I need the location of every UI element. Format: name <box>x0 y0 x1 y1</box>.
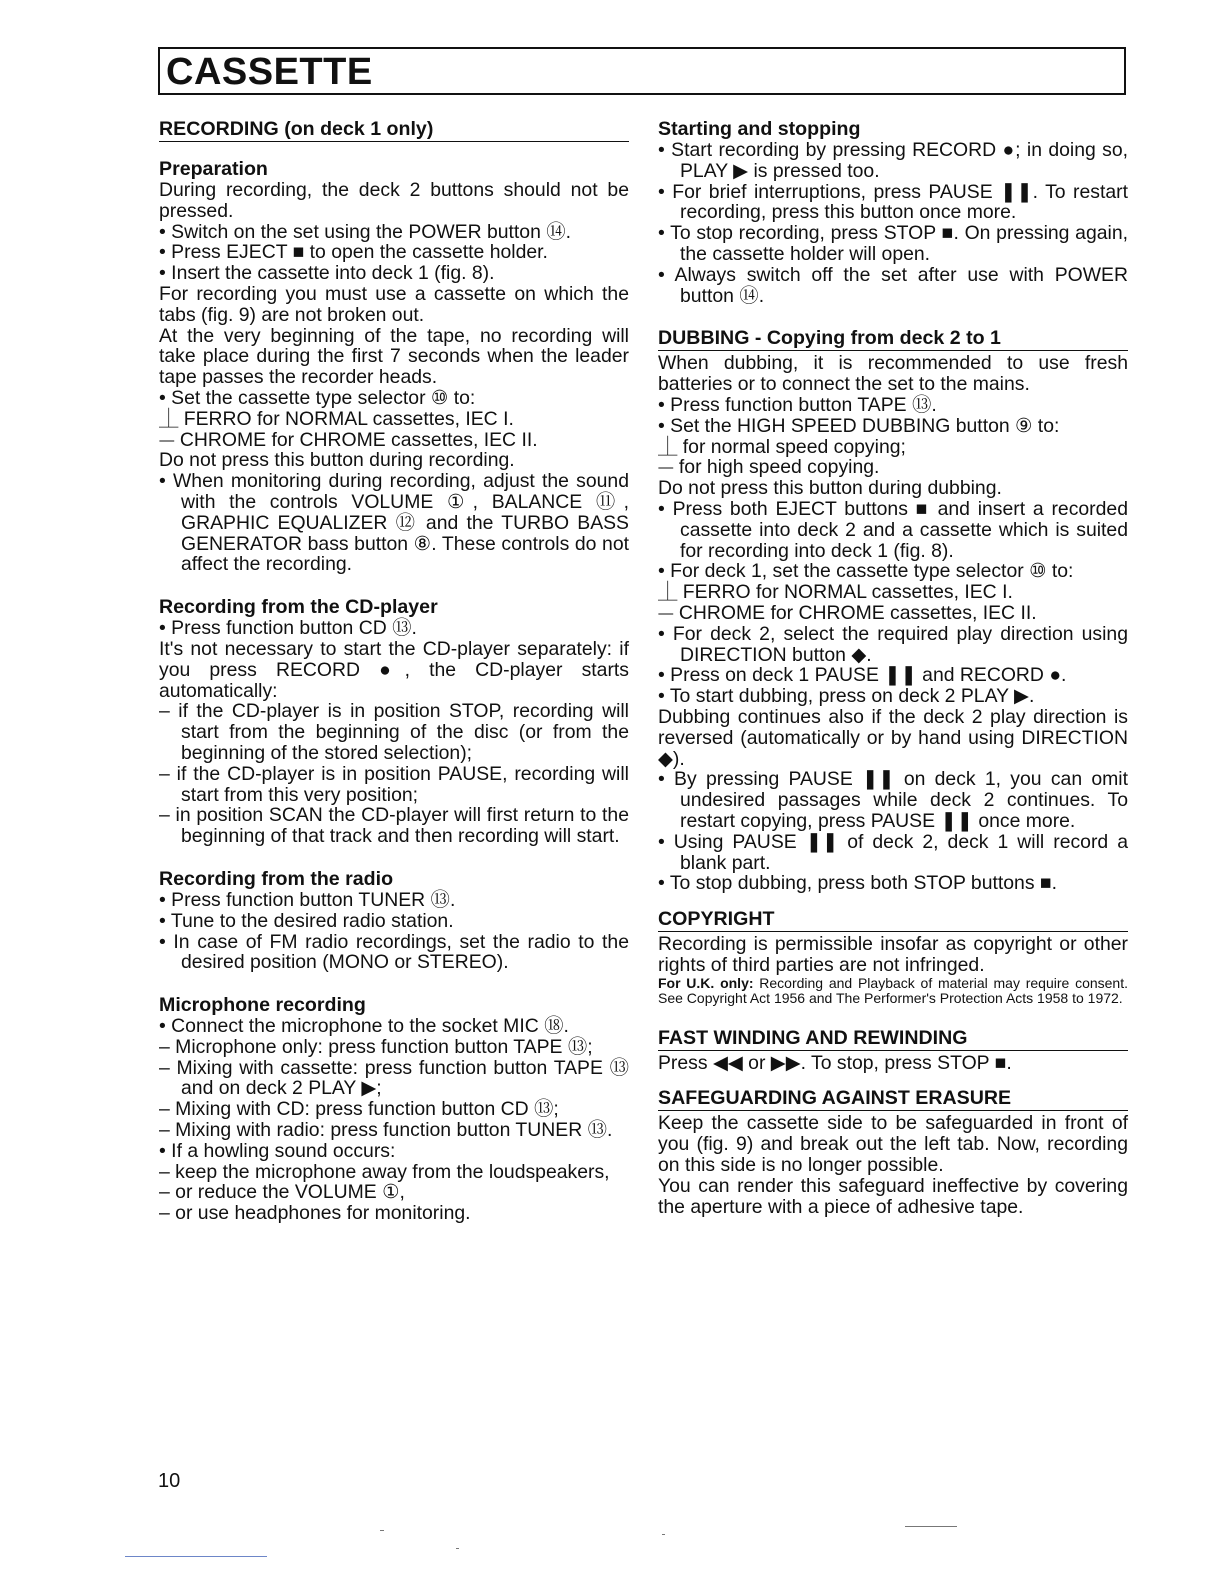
list-item: – Microphone only: press function button TAPE ⑬; <box>159 1035 593 1058</box>
list-item: • Set the cassette type selector ⑩ to: <box>159 386 476 409</box>
list-item: – Mixing with CD: press function button CD ⑬; <box>159 1098 559 1121</box>
fast-winding-heading: FAST WINDING AND REWINDING <box>658 1027 1128 1051</box>
list-item: • Always switch off the set after use with POWER button ⑭. <box>658 263 1128 307</box>
chrome-option: ⏤ CHROME for CHROME cassettes, IEC II. <box>159 428 538 451</box>
ferro-option: ⏊ FERRO for NORMAL cassettes, IEC I. <box>159 407 514 430</box>
list-item: • To stop recording, press STOP ■. On pressing again, the cassette holder will open. <box>658 222 1128 265</box>
list-item: – or use headphones for monitoring. <box>159 1202 471 1225</box>
list-item: • To start dubbing, press on deck 2 PLAY ▶. <box>658 685 1035 708</box>
list-item: – if the CD-player is in position PAUSE, recording will start from this very position; <box>159 762 629 806</box>
microphone-recording-title: Microphone recording <box>159 994 366 1017</box>
high-speed-option: ⏤ for high speed copying. <box>658 456 880 479</box>
list-item: • Press function button TUNER ⑬. <box>159 888 456 911</box>
list-item: • Press function button TAPE ⑬. <box>658 393 937 416</box>
paragraph: At the very beginning of the tape, no recording will take place during the first 7 seconds when the leader tape passes the recorder heads. <box>159 324 629 389</box>
list-item: • For deck 1, set the cassette type selector ⑩ to: <box>658 560 1074 583</box>
preparation-title: Preparation <box>159 158 268 180</box>
list-item: • In case of FM radio recordings, set the radio to the desired position (MONO or STEREO). <box>159 930 629 974</box>
list-item: • Tune to the desired radio station. <box>159 909 454 932</box>
list-item: – if the CD-player is in position STOP, recording will start from the beginning of the disc (or from the beginning of the stored selection); <box>159 700 629 764</box>
list-item: • To stop dubbing, press both STOP buttons ■. <box>658 872 1058 895</box>
radio-recording-title: Recording from the radio <box>159 867 394 890</box>
ferro-option: ⏊ FERRO for NORMAL cassettes, IEC I. <box>658 581 1013 604</box>
starting-stopping-title: Starting and stopping <box>658 118 861 140</box>
list-item: – or reduce the VOLUME ①, <box>159 1181 405 1204</box>
normal-speed-option: ⏊ for normal speed copying; <box>658 435 906 458</box>
paragraph: Keep the cassette side to be safeguarded in front of you (fig. 9) and break out the left tab. Now, recording on this side is no longer possible. <box>658 1112 1128 1177</box>
copyright-heading: COPYRIGHT <box>658 908 1128 932</box>
list-item: • Connect the microphone to the socket MIC ⑱. <box>159 1015 569 1038</box>
list-item: • If a howling sound occurs: <box>159 1139 396 1162</box>
preparation-intro: During recording, the deck 2 buttons should not be pressed. <box>159 179 629 222</box>
list-item: – keep the microphone away from the loudspeakers, <box>159 1160 610 1183</box>
cd-recording-title: Recording from the CD-player <box>159 596 438 619</box>
scan-speck <box>456 1548 459 1549</box>
list-item: • Press function button CD ⑬. <box>159 617 417 640</box>
list-item: – in position SCAN the CD-player will first return to the beginning of that track and then recording will start. <box>159 804 629 848</box>
footer-rule <box>125 1556 267 1557</box>
scan-speck <box>905 1526 957 1527</box>
paragraph: When dubbing, it is recommended to use fresh batteries or to connect the set to the mains. <box>658 352 1128 396</box>
scan-speck <box>662 1534 665 1535</box>
page-number: 10 <box>158 1470 181 1492</box>
left-column <box>159 118 629 1224</box>
paragraph: Do not press this button during recording. <box>159 449 515 472</box>
paragraph: You can render this safeguard ineffective by covering the aperture with a piece of adhesive tape. <box>658 1174 1128 1218</box>
uk-note-text: Recording and Playback of material may require consent. See Copyright Act 1956 and The Performer's Protection Acts 1958 to 1972. <box>658 974 1128 1006</box>
scan-speck <box>380 1530 384 1531</box>
list-item: – Mixing with radio: press function button TUNER ⑬. <box>159 1119 613 1142</box>
list-item: • For deck 2, select the required play direction using DIRECTION button ◆. <box>658 622 1128 666</box>
list-item: • By pressing PAUSE ❚❚ on deck 1, you can omit undesired passages while deck 2 continues. To restart copying, press PAUSE ❚❚ once more. <box>658 768 1128 832</box>
list-item: • Press both EJECT buttons ■ and insert a recorded cassette into deck 2 and a cassette which is suited for recording into deck 1 (fig. 8). <box>658 497 1128 562</box>
list-item: – Mixing with cassette: press function button TAPE ⑬ and on deck 2 PLAY ▶; <box>159 1056 629 1100</box>
list-item: • Press EJECT ■ to open the cassette holder. <box>159 241 548 264</box>
title-box <box>158 47 1126 95</box>
right-column <box>658 118 1128 1217</box>
list-item: • Start recording by pressing RECORD ●; in doing so, PLAY ▶ is pressed too. <box>658 139 1128 182</box>
uk-note-label: For U.K. only: <box>658 974 754 991</box>
paragraph: It's not necessary to start the CD-player separately: if you press RECORD ●, the CD-player starts automatically: <box>159 637 629 702</box>
list-item: • Using PAUSE ❚❚ of deck 2, deck 1 will record a blank part. <box>658 830 1128 874</box>
list-item: • Set the HIGH SPEED DUBBING button ⑨ to: <box>658 414 1060 437</box>
recording-heading: RECORDING (on deck 1 only) <box>159 118 629 142</box>
list-item: • When monitoring during recording, adjust the sound with the controls VOLUME ①, BALANCE ⑪, GRAPHIC EQUALIZER ⑫ and the TURBO BASS GENERATOR bass button ⑧. These controls do not affect the recording. <box>159 470 629 576</box>
paragraph: Do not press this button during dubbing. <box>658 477 1002 500</box>
list-item: • Switch on the set using the POWER button ⑭. <box>159 220 572 243</box>
paragraph: For recording you must use a cassette on which the tabs (fig. 9) are not broken out. <box>159 282 629 326</box>
list-item: • Insert the cassette into deck 1 (fig. 8). <box>159 262 495 285</box>
safeguarding-heading: SAFEGUARDING AGAINST ERASURE <box>658 1087 1128 1111</box>
list-item: • Press on deck 1 PAUSE ❚❚ and RECORD ●. <box>658 664 1067 687</box>
list-item: • For brief interruptions, press PAUSE ❚❚. To restart recording, press this button once more. <box>658 180 1128 224</box>
dubbing-heading: DUBBING - Copying from deck 2 to 1 <box>658 327 1128 351</box>
chrome-option: ⏤ CHROME for CHROME cassettes, IEC II. <box>658 601 1037 624</box>
page-title: CASSETTE <box>166 51 373 93</box>
paragraph: Dubbing continues also if the deck 2 play direction is reversed (automatically or by hand using DIRECTION ◆). <box>658 705 1128 770</box>
paragraph: Press ◀◀ or ▶▶. To stop, press STOP ■. <box>658 1051 1012 1074</box>
uk-note <box>658 976 1128 1006</box>
paragraph: Recording is permissible insofar as copyright or other rights of third parties are not infringed. <box>658 933 1128 976</box>
